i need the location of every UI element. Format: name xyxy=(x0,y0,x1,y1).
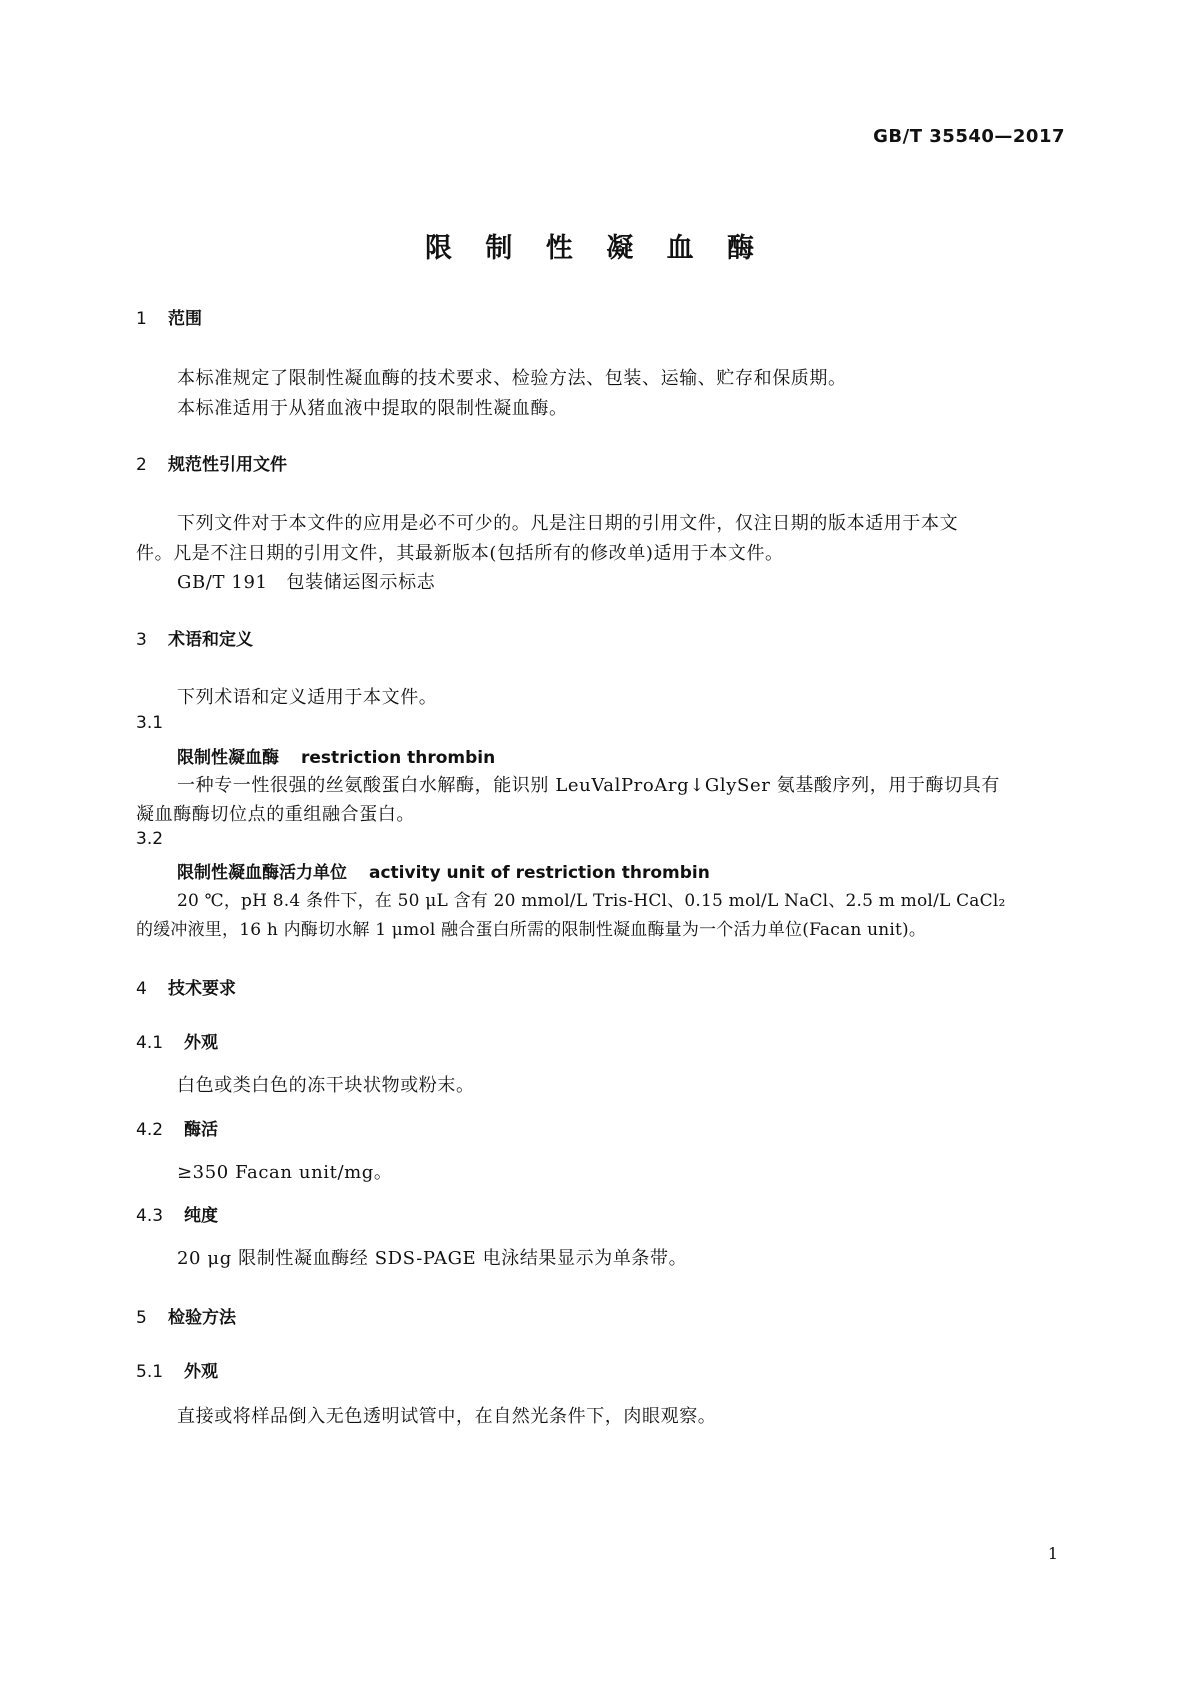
term-definition: 20 ℃，pH 8.4 条件下，在 50 μL 含有 20 mmol/L Tris-HCl、0.15 mol/L NaCl、2.5 m mol/L CaCl₂ xyxy=(177,891,1006,911)
section-number: 3 xyxy=(136,630,147,650)
section-title: 技术要求 xyxy=(168,979,236,999)
section-title: 规范性引用文件 xyxy=(168,455,287,475)
subsection-title: 外观 xyxy=(184,1033,218,1053)
term-definition-continuation: 的缓冲液里，16 h 内酶切水解 1 μmol 融合蛋白所需的限制性凝血酶量为一个活力单位(Facan unit)。 xyxy=(136,920,927,940)
subsection-5-1-heading xyxy=(136,1357,218,1382)
paragraph: 下列文件对于本文件的应用是必不可少的。凡是注日期的引用文件，仅注日期的版本适用于本文 xyxy=(177,513,959,534)
paragraph: 本标准规定了限制性凝血酶的技术要求、检验方法、包装、运输、贮存和保质期。 xyxy=(177,368,847,389)
subsection-number: 4.3 xyxy=(136,1206,164,1226)
term-en: activity unit of restriction thrombin xyxy=(369,863,710,883)
section-2-heading xyxy=(136,450,287,475)
subsection-number: 4.1 xyxy=(136,1033,164,1053)
subsection-4-1-heading xyxy=(136,1028,218,1053)
page-number: 1 xyxy=(1047,1544,1058,1563)
subsection-4-2-heading xyxy=(136,1115,218,1140)
subsection-4-3-heading xyxy=(136,1201,218,1226)
term-cn: 限制性凝血酶活力单位 xyxy=(177,863,347,883)
paragraph: 白色或类白色的冻干块状物或粉末。 xyxy=(177,1075,475,1096)
term-definition-continuation: 凝血酶酶切位点的重组融合蛋白。 xyxy=(136,804,415,825)
section-title: 术语和定义 xyxy=(168,630,253,650)
subsection-title: 酶活 xyxy=(184,1120,218,1140)
paragraph: 直接或将样品倒入无色透明试管中，在自然光条件下，肉眼观察。 xyxy=(177,1406,717,1427)
subsection-number: 4.2 xyxy=(136,1120,164,1140)
subsection-number: 5.1 xyxy=(136,1362,164,1382)
term-cn: 限制性凝血酶 xyxy=(177,748,279,768)
standard-number: GB/T 35540—2017 xyxy=(873,126,1065,147)
section-number: 2 xyxy=(136,455,147,475)
section-title: 检验方法 xyxy=(168,1308,236,1328)
paragraph: 20 μg 限制性凝血酶经 SDS-PAGE 电泳结果显示为单条带。 xyxy=(177,1248,688,1269)
term-en: restriction thrombin xyxy=(301,748,496,768)
section-1-heading xyxy=(136,304,202,329)
document-title: 限 制 性 凝 血 酶 xyxy=(425,233,766,264)
paragraph-continuation: 件。凡是不注日期的引用文件，其最新版本(包括所有的修改单)适用于本文件。 xyxy=(136,543,784,564)
term-number: 3.2 xyxy=(136,829,164,849)
term-entry xyxy=(177,743,495,768)
subsection-title: 外观 xyxy=(184,1362,218,1382)
section-number: 5 xyxy=(136,1308,147,1328)
section-5-heading xyxy=(136,1303,236,1328)
paragraph: 下列术语和定义适用于本文件。 xyxy=(177,687,438,708)
section-title: 范围 xyxy=(168,309,202,329)
normative-reference: GB/T 191 包装储运图示标志 xyxy=(177,572,436,593)
term-definition: 一种专一性很强的丝氨酸蛋白水解酶，能识别 LeuValProArg↓GlySer 氨基酸序列，用于酶切具有 xyxy=(177,775,1000,796)
section-number: 1 xyxy=(136,309,147,329)
term-number: 3.1 xyxy=(136,713,164,733)
paragraph: 本标准适用于从猪血液中提取的限制性凝血酶。 xyxy=(177,398,568,419)
paragraph: ≥350 Facan unit/mg。 xyxy=(177,1162,393,1183)
subsection-title: 纯度 xyxy=(184,1206,218,1226)
section-number: 4 xyxy=(136,979,147,999)
section-4-heading xyxy=(136,974,236,999)
term-entry xyxy=(177,858,710,883)
section-3-heading xyxy=(136,625,253,650)
